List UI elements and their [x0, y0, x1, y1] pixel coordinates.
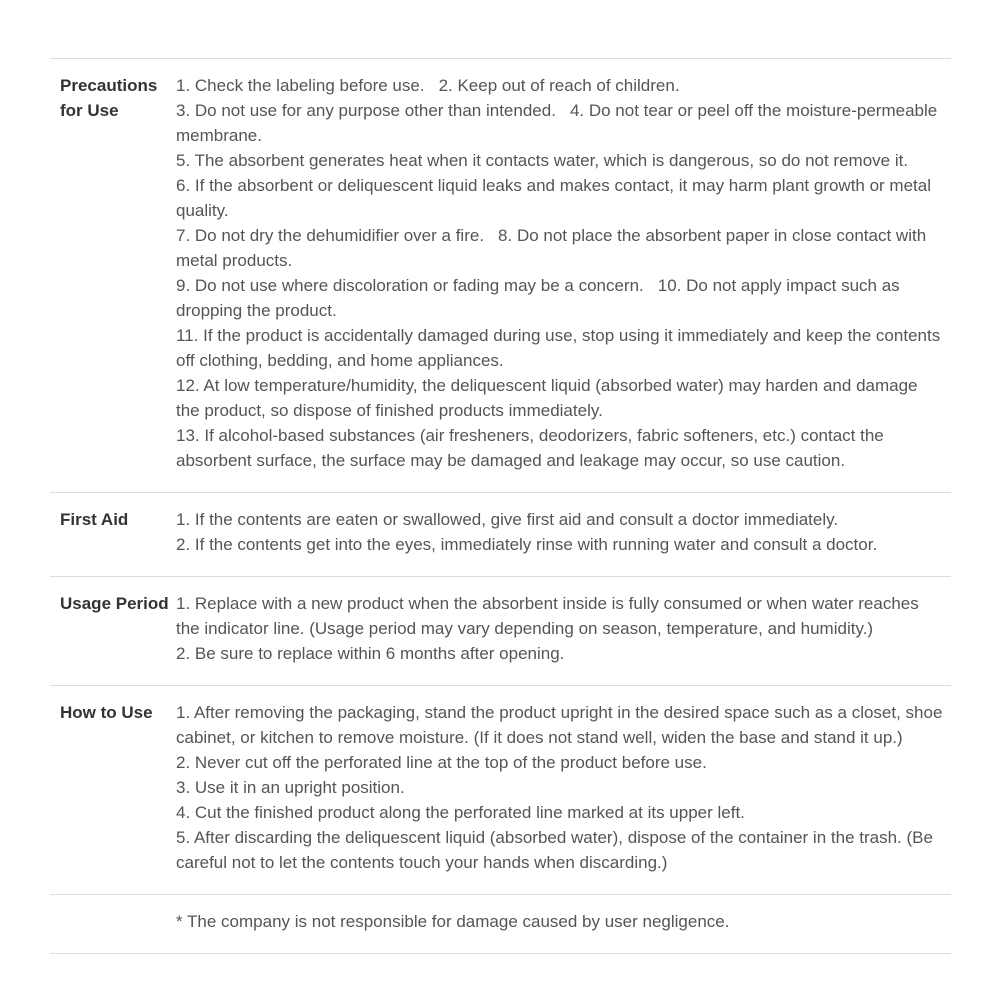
- row-label-usage-period: Usage Period: [60, 594, 169, 613]
- list-item: 1. Replace with a new product when the absorbent inside is fully consumed or when water reaches the indicator line. (Usage period may vary depending on season, temperature, and humidity.): [176, 594, 919, 638]
- list-item: 5. The absorbent generates heat when it contacts water, which is dangerous, so do not remove it.: [176, 151, 909, 170]
- usage-period-row: [50, 577, 951, 686]
- list-item: 4. Cut the finished product along the perforated line marked at its upper left.: [176, 803, 745, 822]
- usage-period-content: [176, 591, 951, 666]
- row-label-first-aid: First Aid: [60, 510, 129, 529]
- disclaimer-text: * The company is not responsible for damage caused by user negligence.: [176, 912, 730, 931]
- first-aid-content: [176, 507, 951, 557]
- how-to-use-row: [50, 686, 951, 895]
- list-item: 3. Use it in an upright position.: [176, 778, 405, 797]
- list-item: 1. If the contents are eaten or swallowed, give first aid and consult a doctor immediately.: [176, 510, 839, 529]
- list-item: 2. If the contents get into the eyes, immediately rinse with running water and consult a doctor.: [176, 535, 878, 554]
- list-item: 11. If the product is accidentally damaged during use, stop using it immediately and keep the contents off clothing, bedding, and home appliances.: [176, 326, 941, 370]
- list-item: 9. Do not use where discoloration or fading may be a concern. 10. Do not apply impact such as dropping the product.: [176, 276, 900, 320]
- row-label-how-to-use: How to Use: [60, 703, 153, 722]
- product-info-table: [50, 58, 951, 954]
- list-item: 5. After discarding the deliquescent liquid (absorbed water), dispose of the container in the trash. (Be careful not to let the contents touch your hands when discarding.): [176, 828, 933, 872]
- disclaimer-content: [176, 909, 951, 934]
- list-item: 7. Do not dry the dehumidifier over a fire. 8. Do not place the absorbent paper in close contact with metal products.: [176, 226, 927, 270]
- list-item: 3. Do not use for any purpose other than intended. 4. Do not tear or peel off the moisture-permeable membrane.: [176, 101, 938, 145]
- list-item: 6. If the absorbent or deliquescent liquid leaks and makes contact, it may harm plant growth or metal quality.: [176, 176, 932, 220]
- how-to-use-content: [176, 700, 951, 875]
- list-item: 13. If alcohol-based substances (air fresheners, deodorizers, fabric softeners, etc.) contact the absorbent surface, the surface may be damaged and leakage may occur, so use caution.: [176, 426, 884, 470]
- row-label-precautions: Precautions for Use: [60, 76, 158, 120]
- row-label-empty: [50, 909, 176, 934]
- precautions-row: [50, 59, 951, 493]
- first-aid-row: [50, 493, 951, 577]
- disclaimer-row: [50, 895, 951, 954]
- list-item: 2. Be sure to replace within 6 months after opening.: [176, 644, 565, 663]
- list-item: 2. Never cut off the perforated line at the top of the product before use.: [176, 753, 707, 772]
- list-item: 12. At low temperature/humidity, the deliquescent liquid (absorbed water) may harden and damage the product, so dispose of finished products immediately.: [176, 376, 918, 420]
- list-item: 1. After removing the packaging, stand the product upright in the desired space such as a closet, shoe cabinet, or kitchen to remove moisture. (If it does not stand well, widen the base and stand it up.): [176, 703, 943, 747]
- list-item: 1. Check the labeling before use. 2. Keep out of reach of children.: [176, 76, 680, 95]
- precautions-content: [176, 73, 951, 473]
